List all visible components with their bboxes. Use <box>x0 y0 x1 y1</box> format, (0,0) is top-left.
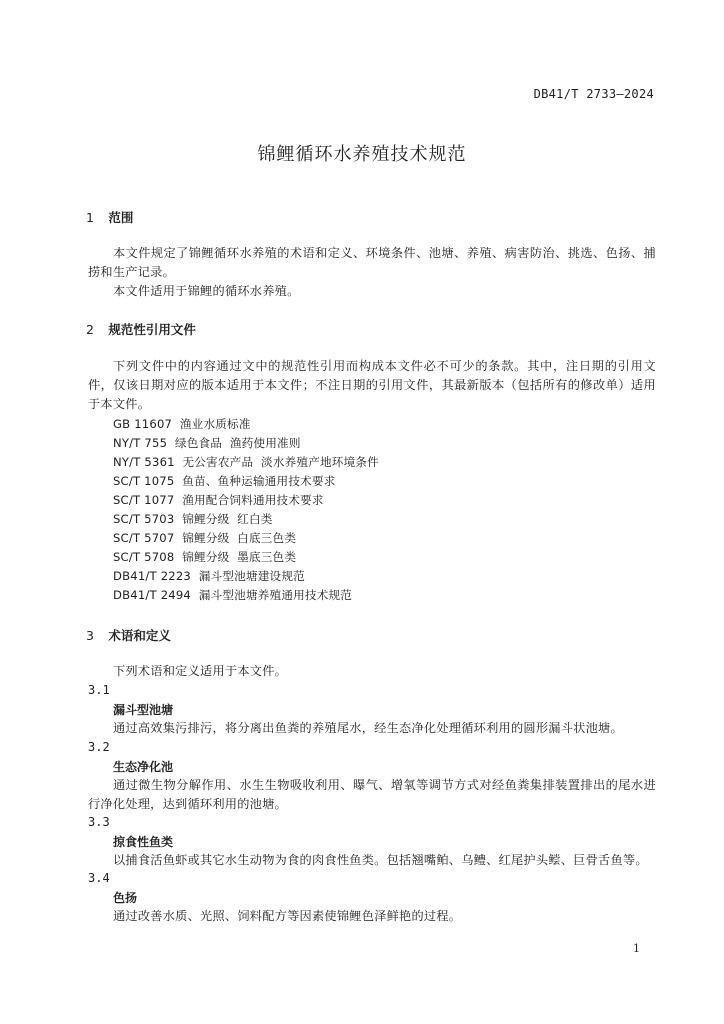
reference-item: NY/T 5361 无公害农产品 淡水养殖产地环境条件 <box>113 455 379 469</box>
term-definition: 通过高效集污排污，将分离出鱼粪的养殖尾水，经生态净化处理循环利用的圆形漏斗状池塘。 <box>113 721 623 735</box>
term-definition: 通过微生物分解作用、水生生物吸收利用、曝气、增氧等调节方式对经鱼粪集排装置排出的尾水进行净化处理，达到循环利用的池塘。 <box>88 778 656 811</box>
reference-item: DB41/T 2223 漏斗型池塘建设规范 <box>113 569 305 583</box>
section-number: 3 <box>86 628 94 643</box>
term-title: 漏斗型池塘 <box>113 703 174 717</box>
term-number: 3.3 <box>88 815 110 829</box>
paragraph: 下列术语和定义适用于本文件。 <box>113 664 288 678</box>
reference-item: SC/T 5703 锦鲤分级 红白类 <box>113 512 273 526</box>
reference-item: DB41/T 2494 漏斗型池塘养殖通用技术规范 <box>113 588 353 602</box>
section-title: 术语和定义 <box>108 628 171 643</box>
term-title: 掠食性鱼类 <box>113 835 174 849</box>
term-title: 色扬 <box>113 891 138 905</box>
section-number: 2 <box>86 322 94 337</box>
reference-item: SC/T 5707 锦鲤分级 白底三色类 <box>113 531 297 545</box>
reference-item: GB 11607 渔业水质标准 <box>113 417 251 431</box>
page-title: 锦鲤循环水养殖技术规范 <box>257 144 467 165</box>
section-2-heading <box>86 320 196 338</box>
term-number: 3.4 <box>88 871 110 885</box>
section-3-heading <box>86 626 171 644</box>
term-number: 3.1 <box>88 683 110 697</box>
paragraph: 下列文件中的内容通过文中的规范性引用而构成本文件必不可少的条款。其中，注日期的引用文件，仅该日期对应的版本适用于本文件；不注日期的引用文件，其最新版本（包括所有的修改单）适用于本文件。 <box>88 359 656 411</box>
section-title: 范围 <box>108 210 134 225</box>
reference-item: NY/T 755 绿色食品 渔药使用准则 <box>113 436 301 450</box>
section-1-heading <box>86 208 133 226</box>
term-number: 3.2 <box>88 740 110 754</box>
term-title: 生态净化池 <box>113 760 174 774</box>
page-number: 1 <box>633 942 640 955</box>
reference-item: SC/T 1077 渔用配合饲料通用技术要求 <box>113 493 324 507</box>
paragraph: 本文件规定了锦鲤循环水养殖的术语和定义、环境条件、池塘、养殖、病害防治、挑选、色扬、捕捞和生产记录。 <box>88 246 656 279</box>
term-definition: 以捕食活鱼虾或其它水生动物为食的肉食性鱼类。包括翘嘴鲌、乌鳢、红尾护头鲿、巨骨舌鱼等。 <box>113 853 648 867</box>
reference-item: SC/T 5708 锦鲤分级 墨底三色类 <box>113 550 297 564</box>
doc-code: DB41/T 2733—2024 <box>533 87 654 101</box>
section-number: 1 <box>86 210 94 225</box>
reference-item: SC/T 1075 鱼苗、鱼种运输通用技术要求 <box>113 474 336 488</box>
term-definition: 通过改善水质、光照、饲料配方等因素使锦鲤色泽鲜艳的过程。 <box>113 909 462 923</box>
section-title: 规范性引用文件 <box>108 322 196 337</box>
paragraph: 本文件适用于锦鲤的循环水养殖。 <box>113 284 300 298</box>
